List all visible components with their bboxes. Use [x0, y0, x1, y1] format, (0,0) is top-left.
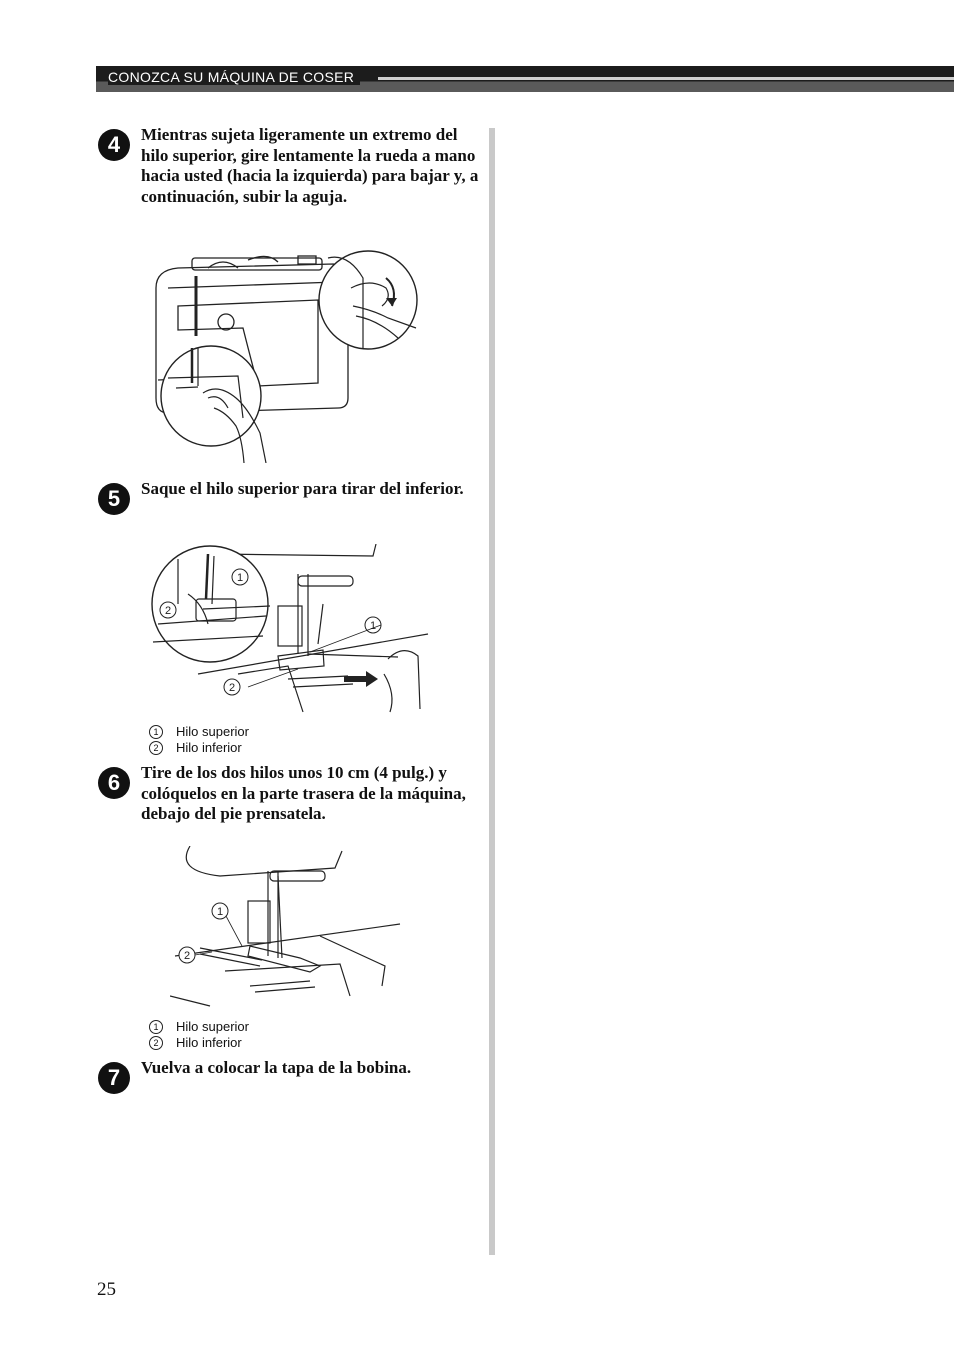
- figure-pull-thread: [148, 544, 430, 716]
- figure-handwheel: [148, 248, 423, 463]
- legend-item: [148, 1035, 249, 1051]
- legend-label: Hilo inferior: [176, 1035, 242, 1050]
- step-instruction: Saque el hilo superior para tirar del inferior.: [141, 479, 464, 498]
- step-instruction: Vuelva a colocar la tapa de la bobina.: [141, 1058, 412, 1077]
- step-number-badge: 7: [98, 1062, 130, 1094]
- column-divider: [489, 128, 495, 1255]
- step-number-badge: 5: [98, 483, 130, 515]
- legend-number: 2: [149, 1036, 163, 1050]
- legend-number: 1: [149, 725, 163, 739]
- page-number: 25: [97, 1279, 116, 1300]
- callout-1: 1: [369, 620, 377, 632]
- step-number-badge: 4: [98, 129, 130, 161]
- step-instruction: Tire de los dos hilos unos 10 cm (4 pulg.) y colóquelos en la parte trasera de la máquina, debajo del pie prensatela.: [141, 763, 466, 824]
- figure-legend: [148, 724, 249, 756]
- legend-item: [148, 724, 249, 740]
- legend-number: 2: [149, 741, 163, 755]
- figure-legend: [148, 1019, 249, 1051]
- callout-2: 2: [183, 950, 191, 962]
- callout-2: 2: [164, 605, 172, 617]
- callout-1: 1: [216, 906, 224, 918]
- step-instruction: Mientras sujeta ligeramente un extremo del hilo superior, gire lentamente la rueda a mano hacia usted (hacia la izquierda) para bajar y, a continuación, subir la aguja.: [141, 125, 479, 206]
- legend-label: Hilo superior: [176, 724, 249, 739]
- callout-1: 1: [236, 572, 244, 584]
- legend-label: Hilo superior: [176, 1019, 249, 1034]
- section-title: CONOZCA SU MÁQUINA DE COSER: [108, 69, 360, 85]
- legend-label: Hilo inferior: [176, 740, 242, 755]
- legend-number: 1: [149, 1020, 163, 1034]
- header-rule: [378, 77, 954, 80]
- legend-item: [148, 1019, 249, 1035]
- step-number-badge: 6: [98, 767, 130, 799]
- section-header: [96, 66, 954, 92]
- figure-threads-back: [170, 846, 404, 1014]
- legend-item: [148, 740, 249, 756]
- callout-2: 2: [228, 682, 236, 694]
